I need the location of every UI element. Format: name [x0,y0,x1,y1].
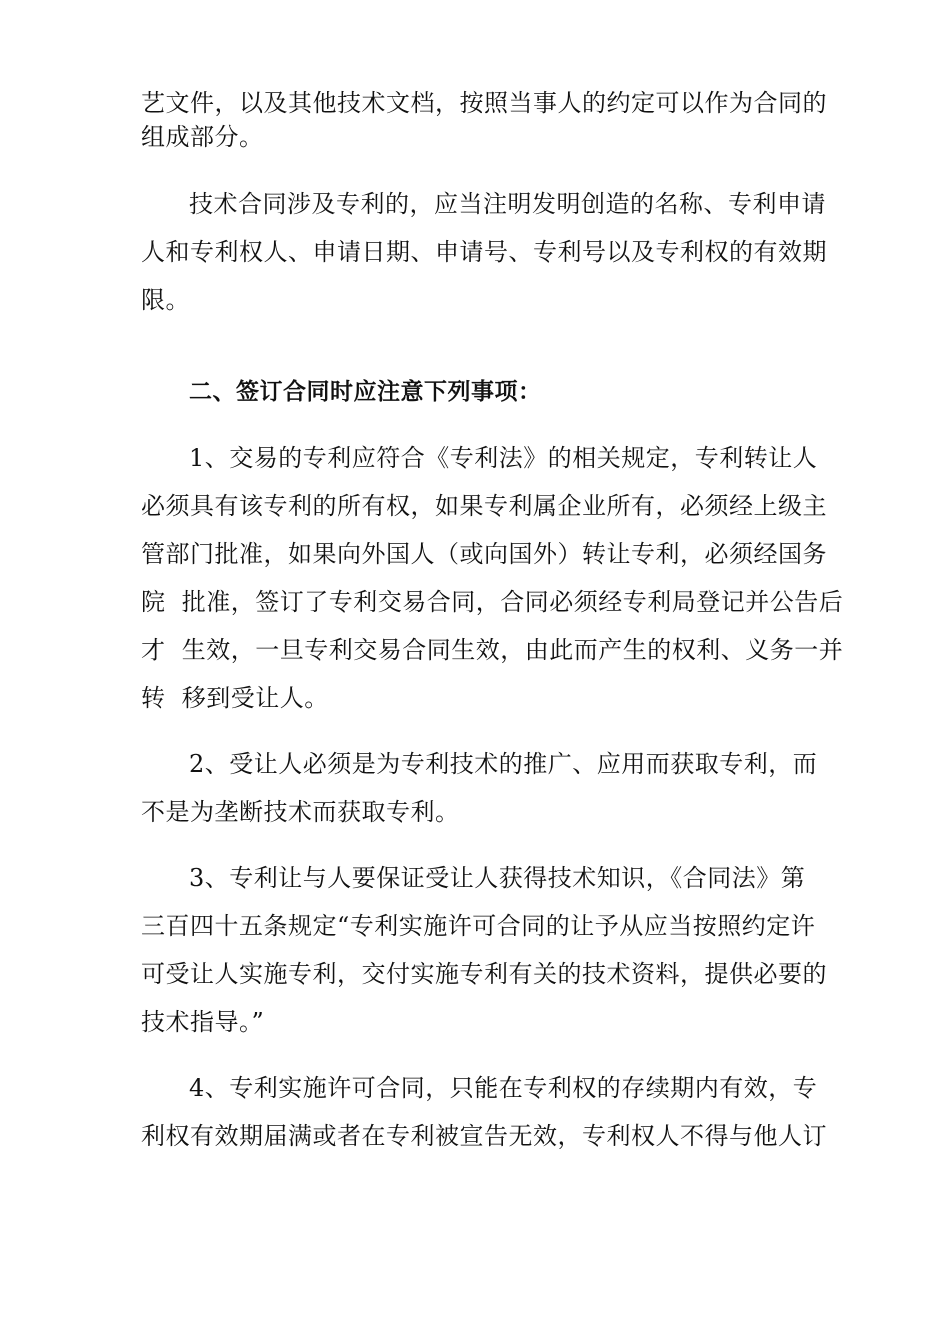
text-line: 转 移到受让人。 [141,684,329,712]
text-line: 艺文件，以及其他技术文档，按照当事人的约定可以作为合同的 [141,89,827,117]
text-line: 组成部分。 [141,123,264,151]
text-line: 可受让人实施专利，交付实施专利有关的技术资料，提供必要的 [141,960,827,988]
text-line: 三百四十五条规定“专利实施许可合同的让予从应当按照约定许 [141,912,816,940]
text-line: 1、交易的专利应符合《专利法》的相关规定，专利转让人 [189,444,818,472]
text-line: 人和专利权人、申请日期、申请号、专利号以及专利权的有效期 [141,238,827,266]
text-line: 才 生效，一旦专利交易合同生效，由此而产生的权利、义务一并 [141,636,844,664]
text-line: 院 批准，签订了专利交易合同，合同必须经专利局登记并公告后 [141,588,844,616]
paragraph-continuation [141,86,827,154]
list-item-1 [141,434,844,722]
text-line: 技术指导。” [141,1008,265,1036]
list-item-2 [141,740,821,836]
document-page [141,86,844,1160]
text-line: 利权有效期届满或者在专利被宣告无效，专利权人不得与他人订 [141,1122,827,1150]
text-line: 2、受让人必须是为专利技术的推广、应用而获取专利，而 [189,750,818,778]
text-line: 3、专利让与人要保证受让人获得技术知识，《合同法》第 [189,864,806,892]
text-line: 必须具有该专利的所有权，如果专利属企业所有，必须经上级主 [141,492,827,520]
list-item-4 [141,1064,827,1160]
list-item-3 [141,854,827,1046]
text-line: 不是为垄断技术而获取专利。 [141,798,460,826]
text-line: 管部门批准，如果向外国人（或向国外）转让专利，必须经国务 [141,540,827,568]
text-line: 4、专利实施许可合同，只能在专利权的存续期内有效，专 [189,1074,818,1102]
section-heading: 二、签订合同时应注意下列事项： [189,379,542,405]
paragraph-patent-contract [141,180,827,324]
text-line: 技术合同涉及专利的，应当注明发明创造的名称、专利申请 [189,190,826,218]
text-line: 限。 [141,286,190,314]
